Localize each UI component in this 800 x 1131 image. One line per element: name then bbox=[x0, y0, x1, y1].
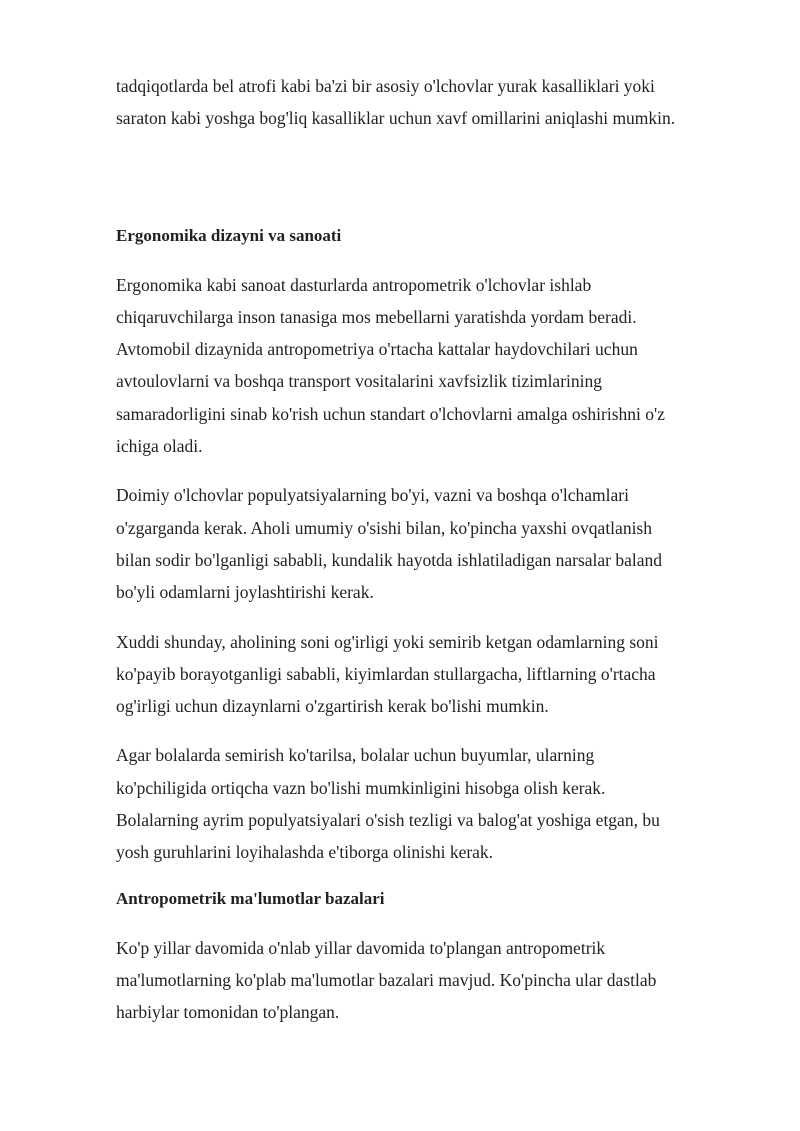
databases-paragraph-1 bbox=[116, 932, 716, 1029]
text-line: Ergonomika kabi sanoat dasturlarda antropometrik o'lchovlar ishlab bbox=[116, 274, 592, 295]
text-line: og'irligi uchun dizaynlarni o'zgartirish kerak bo'lishi mumkin. bbox=[116, 696, 549, 717]
ergonomics-paragraph-1 bbox=[116, 269, 716, 463]
text-line: tadqiqotlarda bel atrofi kabi ba'zi bir asosiy o'lchovlar yurak kasalliklari yoki bbox=[116, 76, 655, 96]
text-line: Avtomobil dizaynida antropometriya o'rtacha kattalar haydovchilari uchun bbox=[116, 339, 638, 360]
text-line: ko'pchiligida ortiqcha vazn bo'lishi mumkinligini hisobga olish kerak. bbox=[116, 777, 606, 798]
text-line: Agar bolalarda semirish ko'tarilsa, bolalar uchun buyumlar, ularning bbox=[116, 745, 595, 766]
intro-paragraph bbox=[116, 70, 716, 135]
text-line: ichiga oladi. bbox=[116, 436, 203, 457]
document-page bbox=[116, 70, 716, 1029]
text-line: ma'lumotlarning ko'plab ma'lumotlar bazalari mavjud. Ko'pincha ular dastlab bbox=[116, 969, 657, 990]
ergonomics-paragraph-2 bbox=[116, 479, 716, 608]
text-line: chiqaruvchilarga inson tanasiga mos mebellarni yaratishda yordam beradi. bbox=[116, 306, 637, 327]
section-heading-databases: Antropometrik ma'lumotlar bazalari bbox=[116, 888, 385, 908]
text-line: saraton kabi yoshga bog'liq kasalliklar uchun xavf omillarini aniqlashi mumkin. bbox=[116, 108, 676, 129]
text-line: Bolalarning ayrim populyatsiyalari o'sish tezligi va balog'at yoshiga etgan, bu bbox=[116, 810, 660, 831]
text-line: yosh guruhlarini loyihalashda e'tiborga olinishi kerak. bbox=[116, 842, 494, 863]
text-line: Doimiy o'lchovlar populyatsiyalarning bo'yi, vazni va boshqa o'lchamlari bbox=[116, 485, 629, 506]
text-line: bilan sodir bo'lganligi sababli, kundalik hayotda ishlatiladigan narsalar baland bbox=[116, 549, 663, 570]
text-line: samaradorligini sinab ko'rish uchun standart o'lchovlarni amalga oshirishni o'z bbox=[116, 403, 665, 424]
text-line: Xuddi shunday, aholining soni og'irligi yoki semirib ketgan odamlarning soni bbox=[116, 631, 659, 652]
text-line: bo'yli odamlarni joylashtirishi kerak. bbox=[116, 582, 374, 603]
section-heading-ergonomics: Ergonomika dizayni va sanoati bbox=[116, 225, 342, 245]
ergonomics-paragraph-4 bbox=[116, 739, 716, 868]
text-line: o'zgarganda kerak. Aholi umumiy o'sishi bilan, ko'pincha yaxshi ovqatlanish bbox=[116, 517, 652, 538]
text-line: Ko'p yillar davomida o'nlab yillar davomida to'plangan antropometrik bbox=[116, 937, 606, 958]
ergonomics-paragraph-3 bbox=[116, 626, 716, 723]
text-line: avtoulovlarni va boshqa transport vositalarini xavfsizlik tizimlarining bbox=[116, 371, 603, 392]
text-line: harbiylar tomonidan to'plangan. bbox=[116, 1002, 340, 1023]
text-line: ko'payib borayotganligi sababli, kiyimlardan stullargacha, liftlarning o'rtacha bbox=[116, 663, 656, 684]
